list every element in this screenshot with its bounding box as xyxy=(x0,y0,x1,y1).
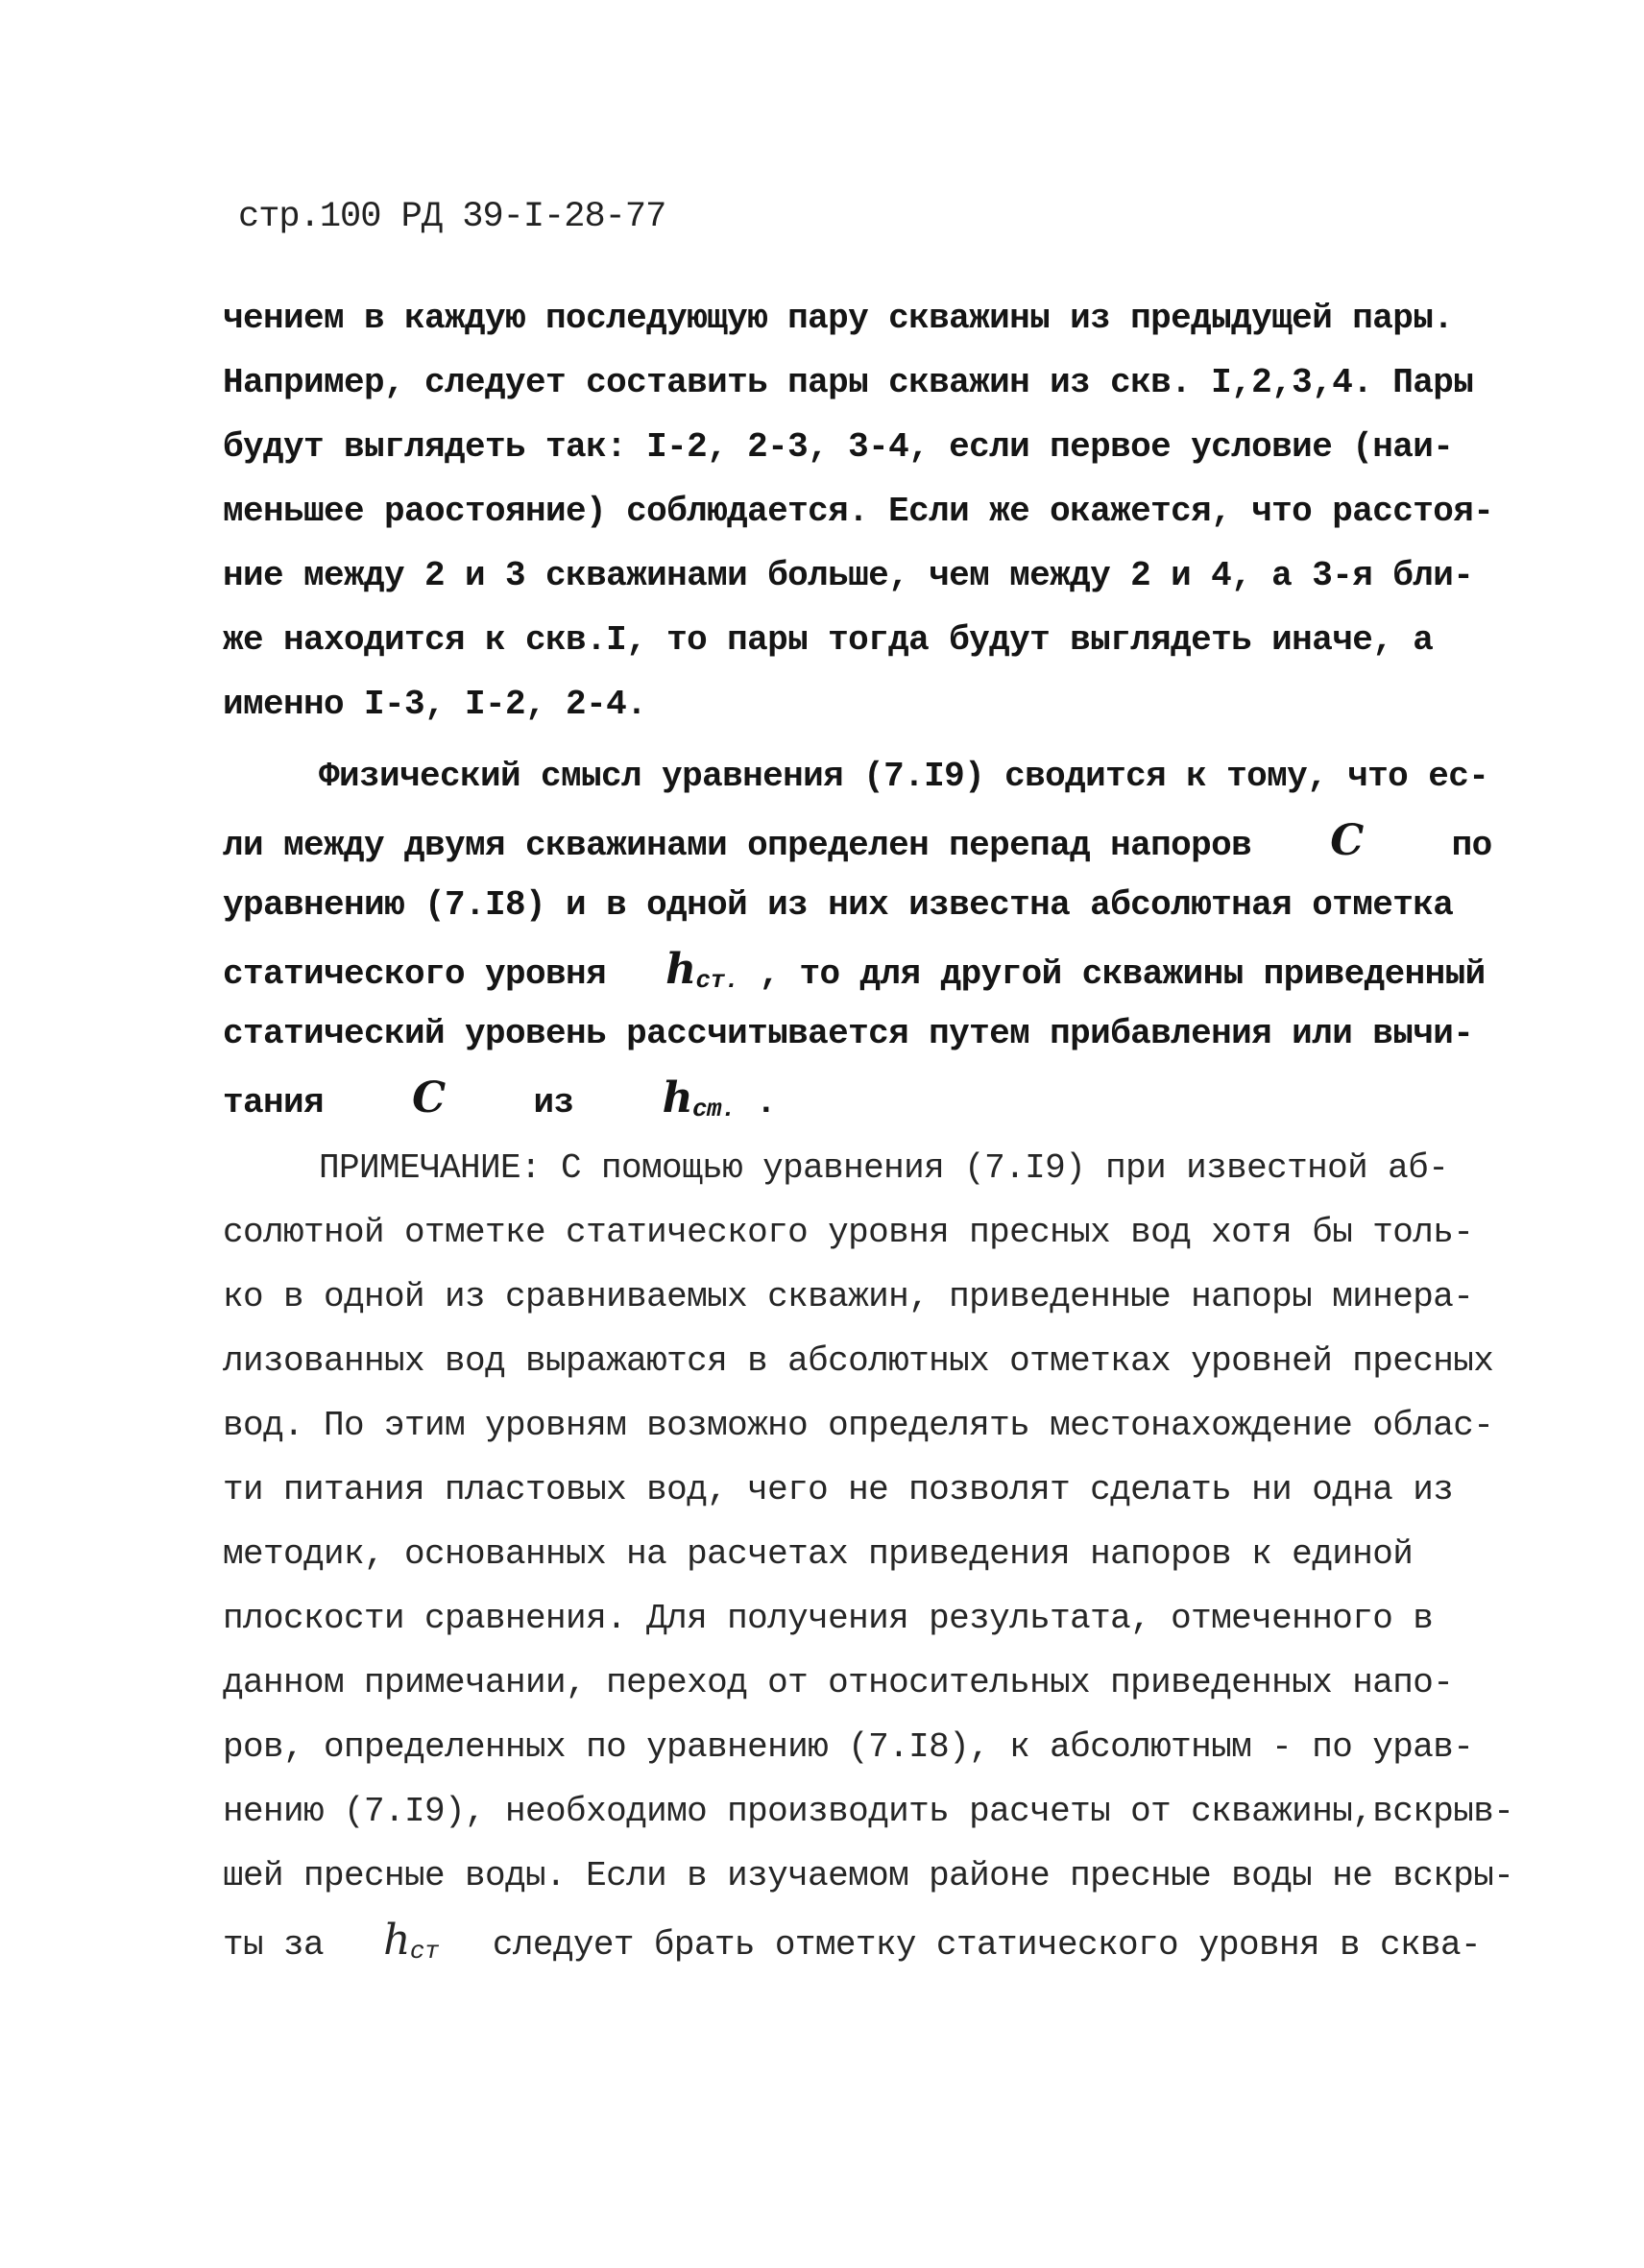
text-line: вод. По этим уровням возможно определять местонахождение облас- xyxy=(223,1406,1494,1445)
text-line: Физический смысл уравнения (7.I9) сводится к тому, что ес- xyxy=(319,757,1489,796)
symbol-h: h xyxy=(665,945,696,994)
text-line: шей пресные воды. Если в изучаемом районе пресные воды не вскры- xyxy=(223,1856,1514,1895)
text-line: нению (7.I9), необходимо производить расчеты от скважины,вскрыв- xyxy=(223,1792,1514,1831)
text-line: методик, основанных на расчетах приведения напоров к единой xyxy=(223,1534,1414,1574)
text-line xyxy=(223,937,1500,1001)
text-line xyxy=(223,808,1500,873)
text-fragment: следует брать отметку статического уровня в сква- xyxy=(492,1925,1482,1965)
text-line: данном примечании, переход от относительных приведенных напо- xyxy=(223,1663,1454,1702)
text-line: меньшее раостояние) соблюдается. Если же окажется, что расстоя- xyxy=(223,492,1494,531)
text-line: ние между 2 и 3 скважинами больше, чем между 2 и 4, а 3-я бли- xyxy=(223,556,1474,595)
text-line: ров, определенных по уравнению (7.I8), к абсолютным - по урав- xyxy=(223,1727,1474,1767)
text-line xyxy=(223,1908,1500,1972)
symbol-subscript: ст xyxy=(409,1937,439,1966)
text-fragment: . xyxy=(755,1083,776,1122)
symbol-subscript: ст. xyxy=(695,966,739,995)
text-line: будут выглядеть так: I-2, 2-3, 3-4, если первое условие (наи- xyxy=(223,427,1454,467)
text-line: уравнению (7.I8) и в одной из них известна абсолютная отметка xyxy=(223,885,1454,925)
text-line: ко в одной из сравниваемых скважин, приведенные напоры минера- xyxy=(223,1277,1474,1316)
text-fragment: статического уровня xyxy=(223,954,607,994)
text-line: именно I-3, I-2, 2-4. xyxy=(223,685,647,724)
text-line: солютной отметке статического уровня пресных вод хотя бы толь- xyxy=(223,1213,1474,1252)
text-line: чением в каждую последующую пару скважины из предыдущей пары. xyxy=(223,299,1454,338)
text-fragment: из xyxy=(533,1083,574,1122)
text-line: ПРИМЕЧАНИЕ: С помощью уравнения (7.I9) при известной аб- xyxy=(319,1148,1449,1188)
text-fragment: тания xyxy=(223,1083,325,1122)
text-line: плоскости сравнения. Для получения результата, отмеченного в xyxy=(223,1599,1434,1638)
paragraph-3-note xyxy=(223,1136,1514,1972)
text-line: лизованных вод выражаются в абсолютных отметках уровней пресных xyxy=(223,1341,1494,1381)
page-header: стр.100 РД 39-I-28-77 xyxy=(238,197,666,237)
text-line: статический уровень рассчитывается путем прибавления или вычи- xyxy=(223,1014,1474,1053)
text-line xyxy=(223,1066,1500,1130)
text-fragment: ли между двумя скважинами определен перепад напоров xyxy=(223,826,1252,865)
paragraph-1 xyxy=(223,286,1500,736)
text-line: Например, следует составить пары скважин из скв. I,2,3,4. Пары xyxy=(223,363,1474,402)
symbol-h: h xyxy=(383,1916,410,1965)
text-fragment: , то для другой скважины приведенный xyxy=(759,954,1486,994)
symbol-subscript: cm. xyxy=(691,1095,736,1123)
text-fragment: по xyxy=(1451,826,1492,865)
symbol-c: C xyxy=(1330,816,1364,865)
text-fragment: ты за xyxy=(223,1925,325,1965)
text-line: же находится к скв.I, то пары тогда будут выглядеть иначе, а xyxy=(223,620,1434,660)
paragraph-2 xyxy=(223,744,1500,1130)
text-line: ти питания пластовых вод, чего не позволят сделать ни одна из xyxy=(223,1470,1454,1509)
symbol-h: h xyxy=(662,1074,692,1122)
symbol-c: C xyxy=(412,1074,446,1122)
